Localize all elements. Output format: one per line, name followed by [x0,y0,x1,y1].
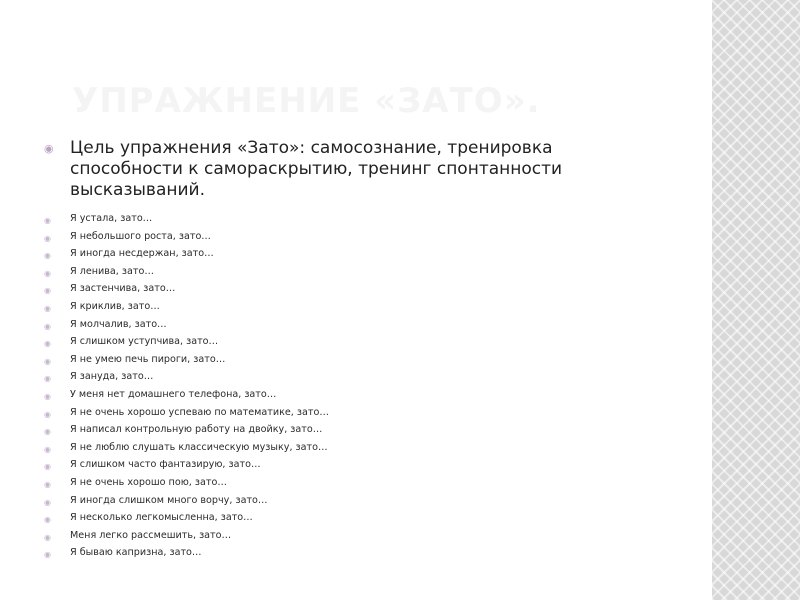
list-item-text: Я слишком часто фантазирую, зато… [70,459,261,471]
circle-bullet-icon: ◉ [44,233,51,243]
list-item-text: Я иногда слишком много ворчу, зато… [70,494,268,506]
list-item [44,353,664,371]
list-item-text: Я слишком уступчива, зато… [70,336,219,348]
list-item [44,511,664,529]
list-item [44,441,664,459]
list-item-text: Я не умею печь пироги, зато… [70,353,226,365]
decorative-side-band [712,0,800,600]
circle-bullet-icon: ◉ [44,427,51,437]
list-item-text: Я устала, зато… [70,213,153,224]
list-item-text: Я несколько легкомысленна, зато… [70,512,253,524]
list-item [44,476,664,494]
circle-bullet-icon: ◉ [44,286,51,296]
list-item-text: Я зануда, зато… [70,371,154,383]
circle-bullet-icon: ◉ [44,409,51,419]
list-item [44,265,664,283]
list-item-text: Я небольшого роста, зато… [70,230,211,242]
goal-text: Цель упражнения «Зато»: самосознание, тренировка способности к самораскрытию, тренинг спонтанности высказываний. [70,138,563,200]
circle-bullet-icon: ◉ [44,462,51,472]
list-item-text: Меня легко рассмешить, зато… [70,529,232,541]
list-item [44,370,664,388]
list-item [44,230,664,248]
circle-bullet-icon: ◉ [44,550,51,560]
list-item [44,458,664,476]
phrase-list [44,212,664,564]
list-item-text: Я молчалив, зато… [70,318,167,330]
list-item [44,406,664,424]
list-item [44,282,664,300]
circle-bullet-icon: ◉ [44,251,51,261]
circle-bullet-icon: ◉ [44,479,51,489]
circle-bullet-icon: ◉ [44,356,51,366]
list-item [44,529,664,547]
list-item-text: Я написал контрольную работу на двойку, зато… [70,424,323,436]
slide-title: УПРАЖНЕНИЕ «ЗАТО». [72,81,541,121]
circle-bullet-icon: ◉ [44,532,51,542]
circle-bullet-icon: ◉ [44,142,54,155]
circle-bullet-icon: ◉ [44,374,51,384]
list-item-text: Я не очень хорошо успеваю по математике, зато… [70,406,329,418]
list-item [44,335,664,353]
list-item [44,546,664,564]
list-item-text: Я застенчива, зато… [70,283,176,295]
circle-bullet-icon: ◉ [44,339,51,349]
list-item [44,247,664,265]
list-item-text: Я иногда несдержан, зато… [70,248,214,260]
circle-bullet-icon: ◉ [44,497,51,507]
circle-bullet-icon: ◉ [44,515,51,525]
circle-bullet-icon: ◉ [44,268,51,278]
circle-bullet-icon: ◉ [44,216,51,225]
list-item [44,318,664,336]
circle-bullet-icon: ◉ [44,321,51,331]
list-item-text: Я не очень хорошо пою, зато… [70,476,227,488]
list-item [44,300,664,318]
list-item [44,388,664,406]
list-item [44,494,664,512]
circle-bullet-icon: ◉ [44,444,51,454]
list-item-text: Я бываю капризна, зато… [70,547,202,559]
list-item-text: Я не люблю слушать классическую музыку, зато… [70,441,328,453]
list-item-text: Я криклив, зато… [70,300,160,312]
list-item-text: У меня нет домашнего телефона, зато… [70,388,277,400]
list-item-text: Я ленива, зато… [70,265,154,277]
list-item [44,212,664,230]
list-item [44,423,664,441]
circle-bullet-icon: ◉ [44,303,51,313]
circle-bullet-icon: ◉ [44,391,51,401]
